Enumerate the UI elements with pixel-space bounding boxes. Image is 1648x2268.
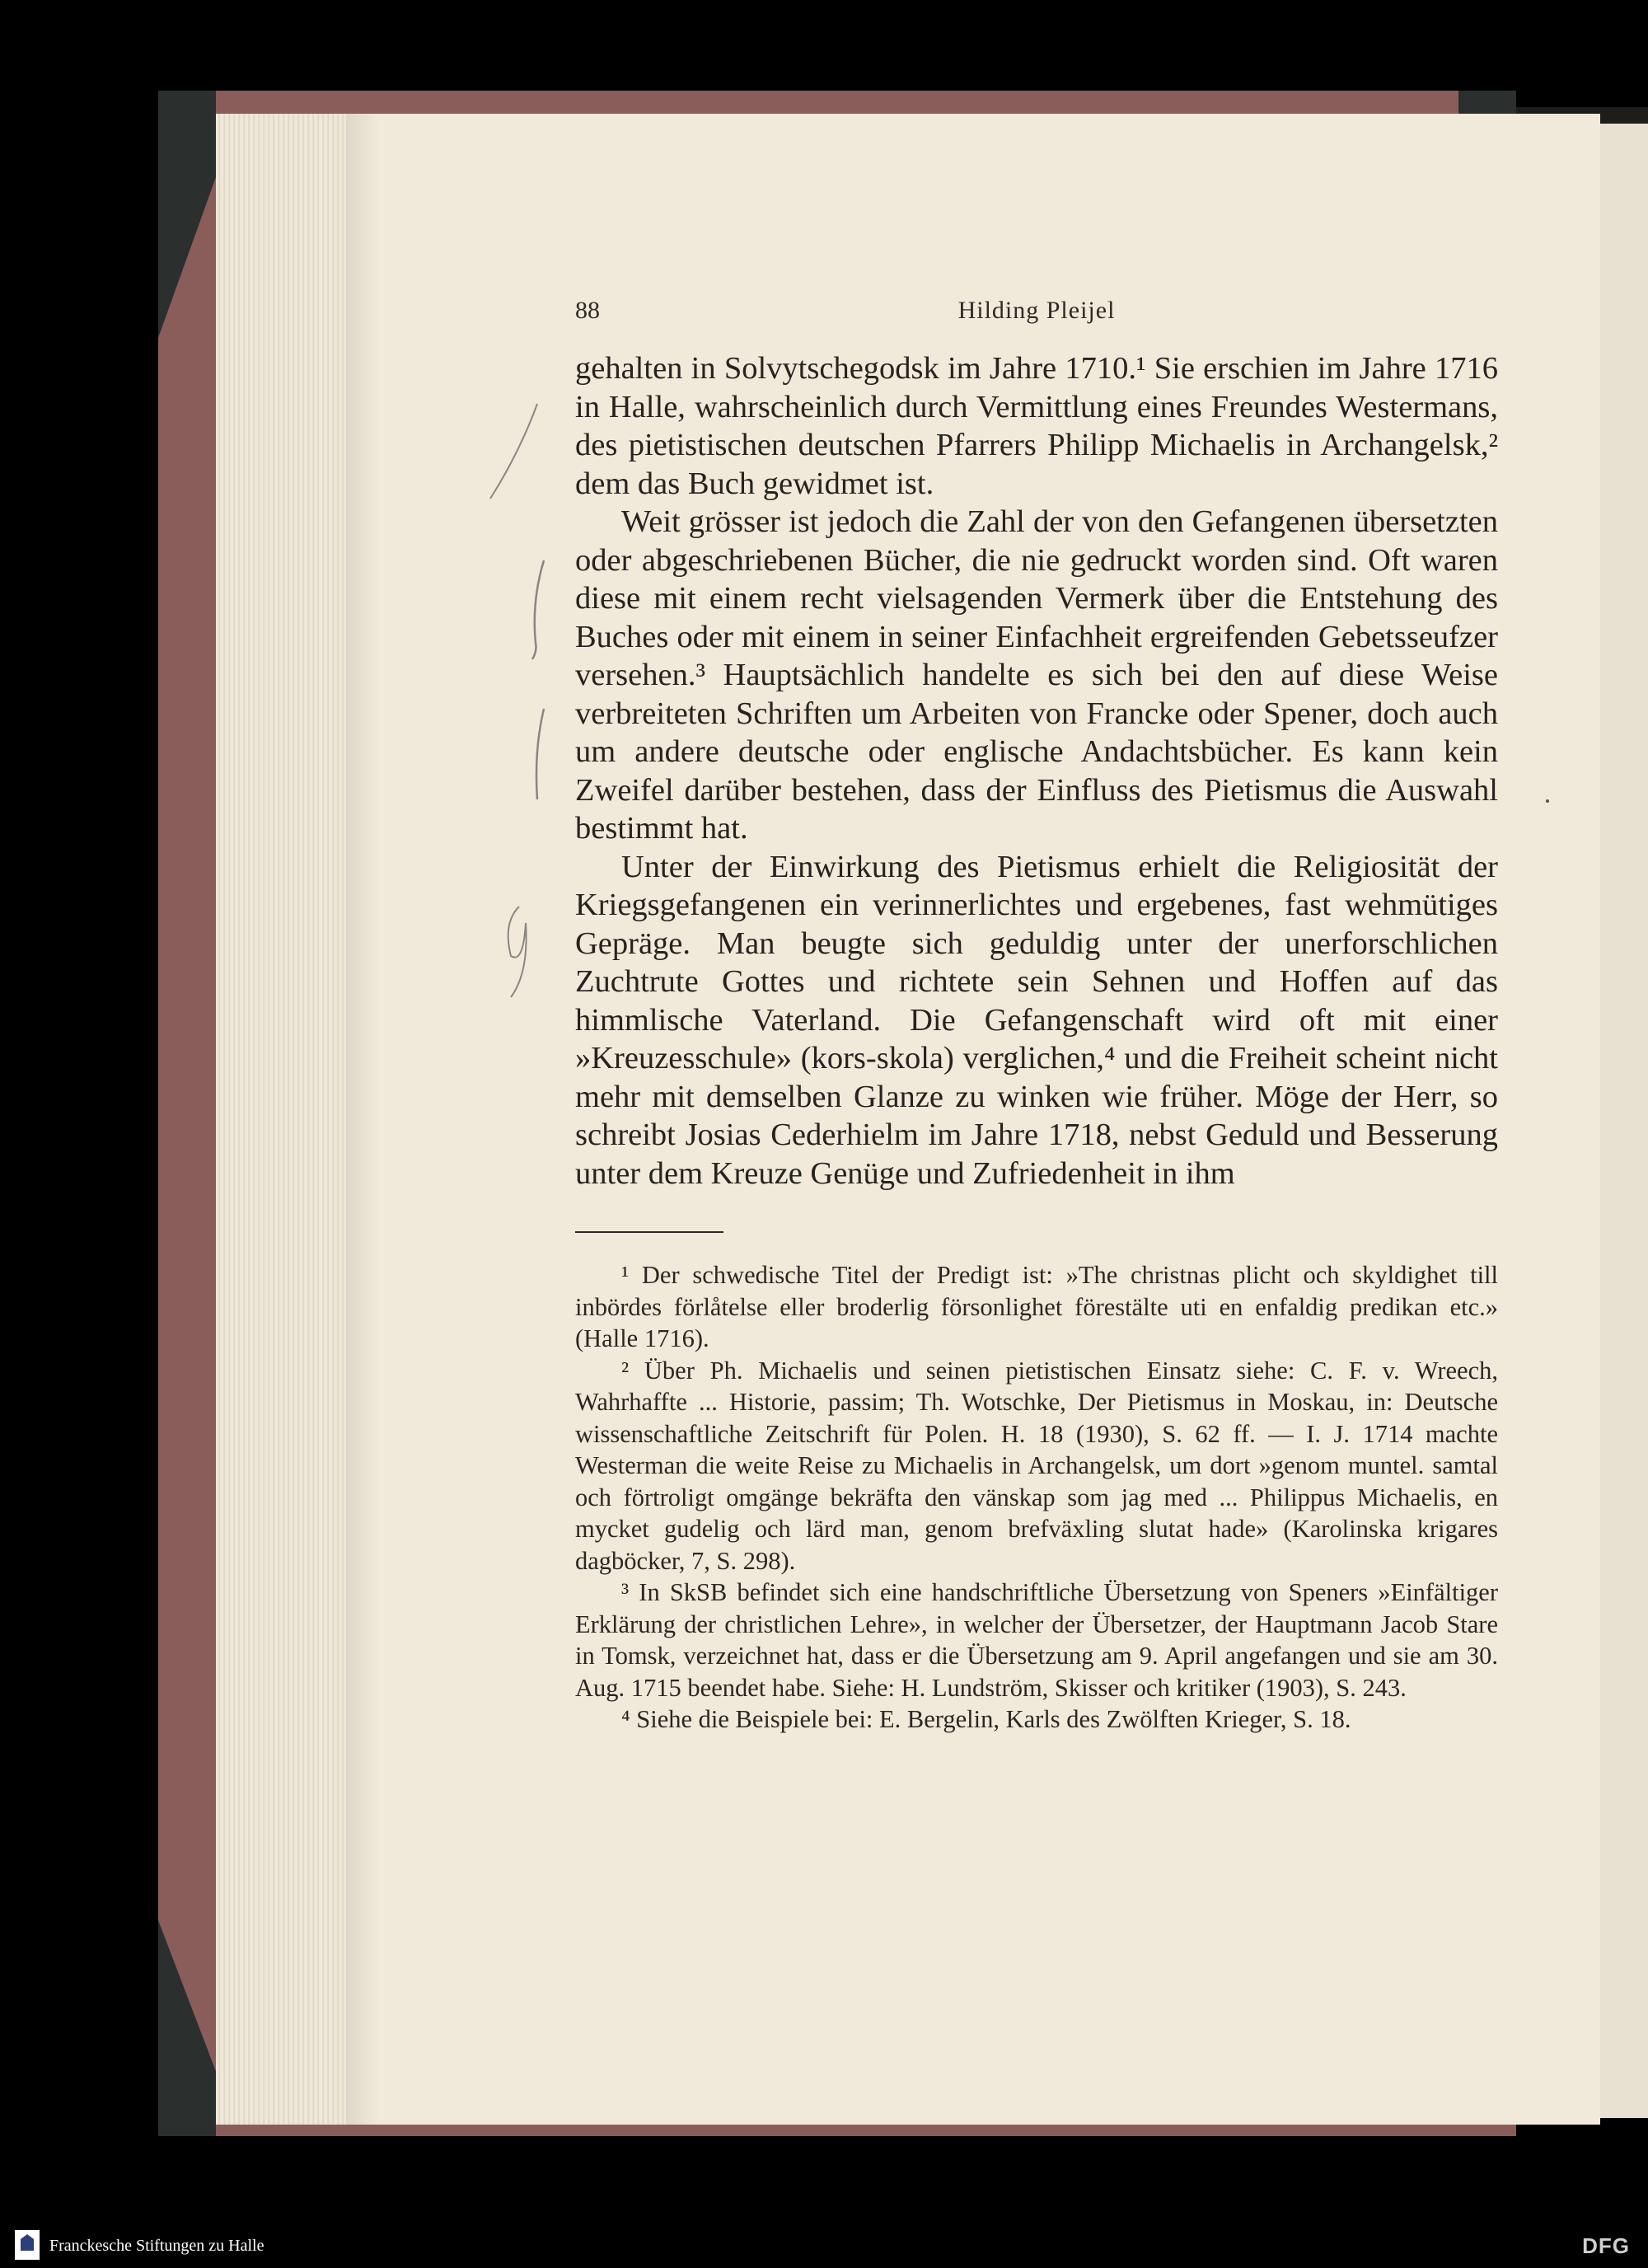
paragraph-2: Weit grösser ist jedoch die Zahl der von den Gefangenen übersetzten oder abgeschriebenen Bücher, die nie gedruckt worden sind. Oft waren diese mit einem recht vielsagenden Vermerk über die Entstehung des Buches oder mit einem in seiner Einfachheit ergreifenden Gebetsseufzer versehen.³ Hauptsächlich handelte es sich bei den auf diese Weise verbreiteten Schriften um Arbeiten von Francke oder Spener, doch auch um andere deutsche oder englische Andachtsbücher. Es kann kein Zweifel darüber bestehen, dass der Einfluss des Pietismus die Auswahl bestimmt hat. — [575, 504, 1498, 846]
paragraph-1: gehalten in Solvytschegodsk im Jahre 1710.¹ Sie erschien im Jahre 1716 in Halle, wahrscheinlich durch Vermittlung eines Freundes Westermans, des pietistischen deutschen Pfarrers Philipp Michaelis in Archangelsk,² dem das Buch gewidmet ist. — [575, 351, 1498, 501]
paragraph-3: Unter der Einwirkung des Pietismus erhielt die Religiosität der Kriegsgefangenen ein verinnerlichtes und ergebenes, fast wehmütiges Gepräge. Man beugte sich geduldig unter der unerforschlichen Zuchtrute Gottes und richtete sein Sehnen und Hoffen auf das himmlische Vaterland. Die Gefangenschaft wird oft mit einer »Kreuzesschule» (kors-skola) verglichen,⁴ und die Freiheit scheint nicht mehr mit demselben Glanze zu winken wie früher. Möge der Herr, so schreibt Josias Cederhielm im Jahre 1718, nebst Geduld und Besserung unter dem Kreuze Genüge und Zufriedenheit in ihm — [575, 849, 1498, 1191]
footnote-4: ⁴ Siehe die Beispiele bei: E. Bergelin, Karls des Zwölften Krieger, S. 18. — [621, 1705, 1351, 1733]
footnote-2: ² Über Ph. Michaelis und seinen pietistischen Einsatz siehe: C. F. v. Wreech, Wahrhaffte ... Historie, passim; Th. Wotschke, Der Pietismus in Moskau, in: Deutsche wissenschaftliche Zeitschrift für Polen. H. 18 (1930), S. 62 ff. — I. J. 1714 machte Westerman die weite Reise zu Michaelis in Archangelsk, um dort »genom muntel. samtal och förtroligt omgänge bekräfta den vänskap som jag med ... Philippus Michaelis, en mycket gudelig och lärd man, genom brefväxling slutat hade» (Karolinska krigares dagböcker, 7, S. 298). — [575, 1356, 1498, 1575]
page-stack — [216, 114, 348, 2125]
running-title: Hilding Pleijel — [957, 297, 1116, 324]
page-number: 88 — [575, 297, 600, 324]
footnote-rule — [575, 1231, 723, 1233]
footnote-3: ³ In SkSB befindet sich eine handschriftliche Übersetzung von Speners »Einfältiger Erklärung der christlichen Lehre», in welcher der Übersetzer, der Hauptmann Jacob Stare in Tomsk, verzeichnet hat, dass er die Übersetzung am 9. April angefangen und sie am 30. Aug. 1715 beendet habe. Siehe: H. Lundström, Skisser och kritiker (1903), S. 243. — [575, 1578, 1498, 1702]
page-header — [575, 297, 1498, 330]
footnotes — [575, 1259, 1498, 1736]
gutter-shadow — [346, 114, 379, 2125]
facing-page-edge — [1600, 124, 1648, 2118]
dfg-logo: DFG — [1582, 2233, 1630, 2258]
francke-logo-icon — [15, 2230, 40, 2260]
footnote-1: ¹ Der schwedische Titel der Predigt ist: »The christnas plicht och skyldighet till inbördes förlåtelse eller broderlig försonlighet förestälte uti en enfaldig predikan etc.» (Halle 1716). — [575, 1261, 1498, 1352]
margin-dot — [1546, 799, 1549, 803]
pencil-marks — [486, 387, 577, 1014]
main-text — [575, 349, 1498, 1193]
viewer-footer — [0, 2223, 1648, 2268]
institution-name: Franckesche Stiftungen zu Halle — [49, 2237, 265, 2255]
